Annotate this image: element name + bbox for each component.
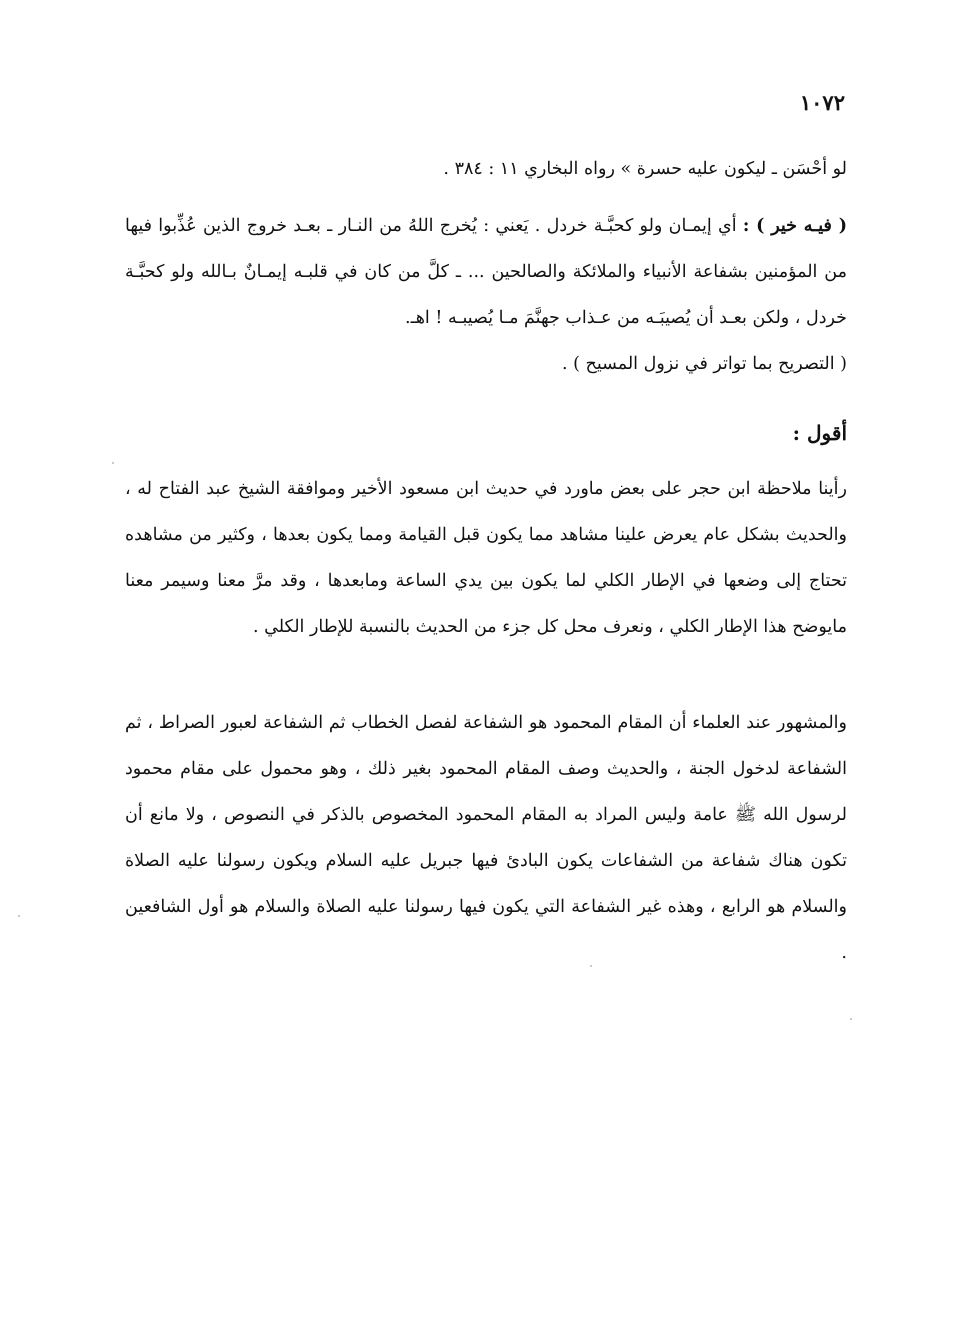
explanation-paragraph	[125, 203, 847, 341]
explanation-lead: ( فيـه خير ) :	[742, 216, 847, 236]
paragraph-block-2	[125, 700, 847, 976]
explanation-note	[125, 203, 847, 387]
scan-speck	[850, 1018, 852, 1020]
paragraph-1: رأينا ملاحظة ابن حجر على بعض ماورد في حديث ابن مسعود الأخير وموافقة الشيخ عبد الفتاح له ، والحديث بشكل عام يعرض علينا مشاهد مما يكون قبل القيامة ومما يكون بعدها ، وكثير من مشاهده تحتاج إلى وضعها في الإطار الكلي لما يكون بين يدي الساعة ومابعدها ، وقد مرَّ معنا وسيمر معنا مايوضح هذا الإطار الكلي ، ونعرف محل كل جزء من الحديث بالنسبة للإطار الكلي .	[125, 479, 847, 637]
footnote-continuation	[125, 146, 847, 192]
footnote-text: لو أحْسَن ـ ليكون عليه حسرة » رواه البخاري ١١ : ٣٨٤ .	[443, 159, 847, 179]
scan-speck	[112, 462, 114, 464]
paragraph-2: والمشهور عند العلماء أن المقام المحمود هو الشفاعة لفصل الخطاب ثم الشفاعة لعبور الصراط ، ثم الشفاعة لدخول الجنة ، والحديث وصف المقام المحمود بغير ذلك ، وهو محمول على مقام محمود لرسول الله ﷺ عامة وليس المراد به المقام المحمود المخصوص بالذكر في النصوص ، ولا مانع أن تكون هناك شفاعة من الشفاعات يكون البادئ فيها جبريل عليه السلام ويكون رسولنا عليه الصلاة والسلام هو الرابع ، وهذه غير الشفاعة التي يكون فيها رسولنا عليه الصلاة والسلام هو أول الشافعين .	[125, 713, 847, 963]
section-heading-block	[125, 410, 847, 456]
page-number: ١٠٧٢	[799, 90, 845, 115]
paragraph-block-1	[125, 466, 847, 650]
explanation-source: ( التصريح بما تواتر في نزول المسيح ) .	[562, 354, 847, 374]
explanation-body: أي إيمـان ولو كحبَّـة خردل . يَعني : يُخرج اللهُ من النـار ـ بعـد خروج الذين عُذِّبوا فيها من المؤمنين بشفاعة الأنبياء والملائكة والصالحين ... ـ كلَّ من كان في قلبـه إيمـانٌ بـالله ولو كحبَّـة خردل ، ولكن بعـد أن يُصيبَـه من عـذاب جهنَّمَ مـا يُصيبـه ! اهـ.	[125, 216, 847, 328]
scan-speck	[18, 915, 20, 917]
section-heading: أقول :	[792, 421, 847, 445]
scan-speck	[590, 965, 592, 967]
